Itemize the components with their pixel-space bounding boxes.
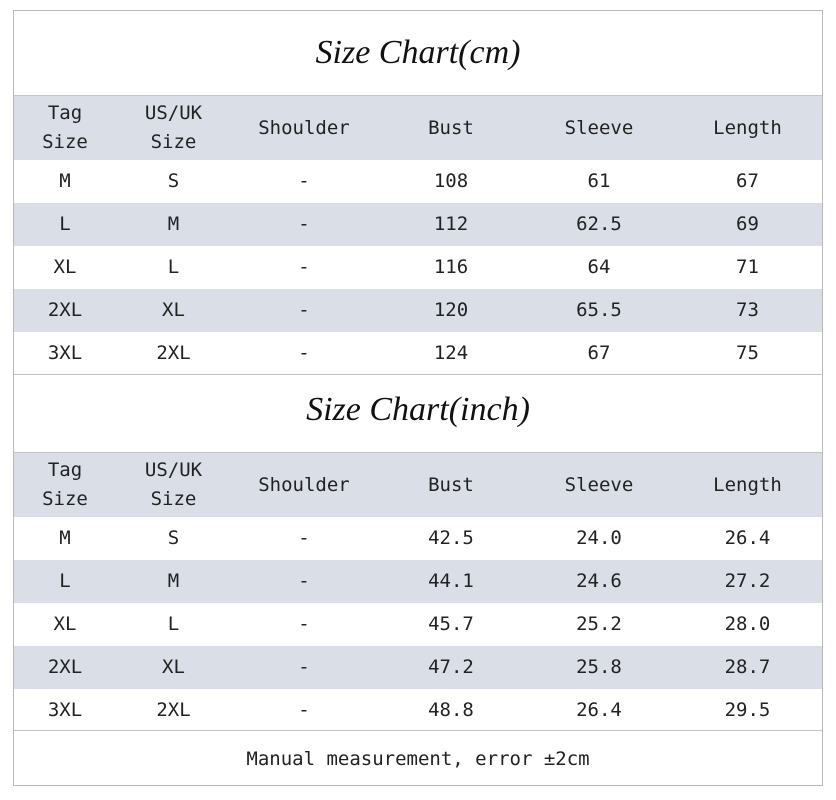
table-cell: -	[298, 256, 310, 278]
table-cell: L	[59, 213, 71, 235]
table-cell: -	[298, 170, 310, 192]
table-cell: -	[298, 699, 310, 721]
table-cell: 25.8	[576, 656, 622, 678]
table-cell: 62.5	[576, 213, 622, 235]
table-row	[14, 646, 822, 689]
table-cell: XL	[53, 613, 77, 635]
column-header: Bust	[428, 116, 474, 139]
table-cell: L	[59, 570, 71, 592]
table-cell: 45.7	[428, 613, 474, 635]
table-cell: -	[298, 213, 310, 235]
table-cell: 26.4	[576, 699, 622, 721]
table-cell: XL	[53, 256, 77, 278]
divider	[14, 374, 822, 375]
table-row	[14, 603, 822, 646]
inch-chart-title: Size Chart(inch)	[306, 391, 530, 428]
table-cell: 28.7	[724, 656, 771, 678]
table-cell: 29.5	[724, 699, 771, 721]
table-cell: 2XL	[156, 342, 191, 364]
table-cell: 25.2	[576, 613, 622, 635]
table-cell: -	[298, 299, 310, 321]
column-header: Length	[713, 473, 782, 496]
table-cell: M	[167, 570, 180, 592]
column-header: Shoulder	[258, 116, 350, 139]
table-cell: -	[298, 527, 310, 549]
table-cell: 24.6	[576, 570, 622, 592]
table-cell: L	[167, 613, 180, 635]
table-row	[14, 203, 822, 246]
table-cell: S	[167, 527, 180, 549]
table-cell: 48.8	[428, 699, 474, 721]
inch-size-table	[14, 453, 822, 732]
divider	[14, 730, 822, 731]
table-cell: M	[59, 527, 71, 549]
table-row	[14, 332, 822, 375]
cm-size-table	[14, 96, 822, 375]
table-cell: 65.5	[576, 299, 622, 321]
table-cell: 2XL	[47, 299, 83, 321]
table-cell: 61	[587, 170, 611, 192]
column-header: Tag Size	[42, 459, 88, 510]
table-cell: -	[298, 656, 310, 678]
table-header-row	[14, 453, 822, 517]
table-cell: 27.2	[724, 570, 771, 592]
table-cell: 120	[433, 299, 469, 321]
table-cell: 2XL	[47, 656, 83, 678]
table-cell: M	[59, 170, 71, 192]
table-cell: XL	[162, 656, 185, 678]
column-header: Shoulder	[258, 473, 350, 496]
table-cell: 2XL	[156, 699, 191, 721]
table-cell: 116	[433, 256, 469, 278]
table-cell: 75	[736, 342, 759, 364]
table-cell: 44.1	[428, 570, 474, 592]
table-cell: 73	[736, 299, 759, 321]
table-cell: -	[298, 613, 310, 635]
table-row	[14, 246, 822, 289]
table-row	[14, 517, 822, 560]
table-cell: 69	[736, 213, 759, 235]
table-cell: 67	[587, 342, 611, 364]
column-header: Tag Size	[42, 102, 88, 153]
table-cell: 112	[433, 213, 469, 235]
column-header: Bust	[428, 473, 474, 496]
table-row	[14, 560, 822, 603]
column-header: Length	[713, 116, 782, 139]
table-cell: 108	[433, 170, 469, 192]
table-row	[14, 289, 822, 332]
table-cell: 47.2	[428, 656, 474, 678]
table-cell: 3XL	[47, 699, 83, 721]
size-chart-frame	[13, 10, 823, 786]
table-cell: -	[298, 570, 310, 592]
column-header: Sleeve	[564, 473, 634, 496]
table-cell: -	[298, 342, 310, 364]
table-cell: 24.0	[576, 527, 622, 549]
table-cell: L	[167, 256, 180, 278]
column-header: US/UK Size	[144, 459, 203, 510]
column-header: US/UK Size	[144, 102, 203, 153]
cm-chart-title: Size Chart(cm)	[315, 34, 521, 71]
table-cell: 26.4	[724, 527, 771, 549]
table-row	[14, 160, 822, 203]
table-cell: 124	[433, 342, 469, 364]
table-cell: 67	[736, 170, 759, 192]
column-header: Sleeve	[564, 116, 634, 139]
table-cell: 42.5	[428, 527, 474, 549]
table-cell: XL	[162, 299, 185, 321]
table-row	[14, 689, 822, 732]
table-cell: 64	[587, 256, 611, 278]
table-header-row	[14, 96, 822, 160]
table-cell: M	[167, 213, 180, 235]
measurement-note: Manual measurement, error ±2cm	[246, 748, 590, 770]
table-cell: 3XL	[47, 342, 83, 364]
table-cell: S	[167, 170, 180, 192]
table-cell: 28.0	[724, 613, 771, 635]
table-cell: 71	[736, 256, 759, 278]
